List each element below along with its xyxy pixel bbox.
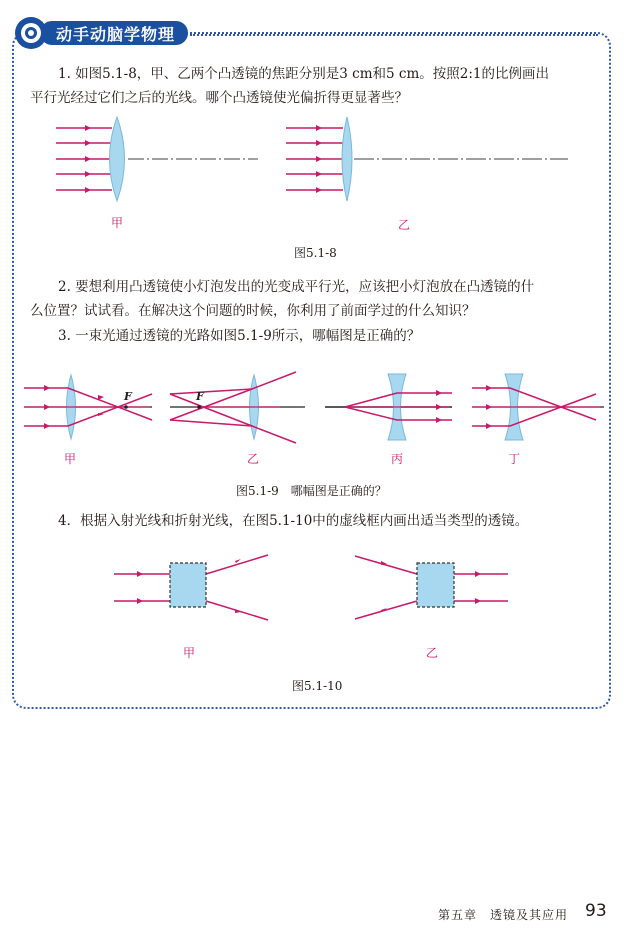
fig-5-1-9-label-jia: 甲 [64,452,77,466]
question-3-line-1: 3. 一束光通过透镜的光路如图5.1-9所示，哪幅图是正确的？ [58,328,421,344]
fig-5-1-8-label-jia: 甲 [111,216,124,230]
section-title: 动手动脑学物理 [56,25,176,44]
focus-label-yi: F [196,390,204,403]
fig-5-1-8-label-yi: 乙 [398,218,411,232]
fig-5-1-8-caption: 图5.1-8 [294,246,337,260]
convex-lens-yi-rays [286,125,343,193]
fig-5-1-9-label-bing: 丙 [391,452,404,466]
fig-5-1-9-label-yi: 乙 [247,452,260,466]
fig-5-1-10-label-jia: 甲 [183,646,196,660]
question-4-line-1: 4．根据入射光线和折射光线，在图5.1-10中的虚线框内画出适当类型的透镜。 [58,513,529,529]
figure-5-1-9-yi [170,372,305,443]
page-number: 93 [585,901,607,921]
fig-5-1-10-label-yi: 乙 [426,646,439,660]
convex-lens-jia [110,117,125,201]
fig-5-1-10-caption: 图5.1-10 [292,679,343,693]
question-2-line-1: 2. 要想利用凸透镜使小灯泡发出的光变成平行光，应该把小灯泡放在凸透镜的什 [58,279,535,295]
footer-chapter-title: 第五章 透镜及其应用 [438,908,569,922]
figure-5-1-9-ding [472,374,604,440]
convex-lens-yi [342,117,352,201]
figure-5-1-9-jia [24,375,152,439]
figure-5-1-9-bing [325,374,452,440]
figure-5-1-10-jia [114,555,268,620]
dashed-box-jia [170,563,206,607]
dashed-box-yi [417,563,454,607]
figure-5-1-10-yi [355,556,508,619]
question-1-line-2: 平行光经过它们之后的光线。哪个凸透镜使光偏折得更显著些？ [30,90,408,106]
question-1-line-1: 1. 如图5.1-8，甲、乙两个凸透镜的焦距分别是3 cm和5 cm。按照2:1的比例画出 [58,66,550,82]
fig-5-1-9-label-ding: 丁 [508,452,521,466]
fig-5-1-9-caption: 图5.1-9 哪幅图是正确的？ [236,484,387,498]
focus-label-jia: F [124,390,132,403]
question-2-line-2: 么位置？试试看。在解决这个问题的时候，你利用了前面学过的什么知识？ [30,303,476,319]
convex-lens-jia-rays [56,125,112,193]
